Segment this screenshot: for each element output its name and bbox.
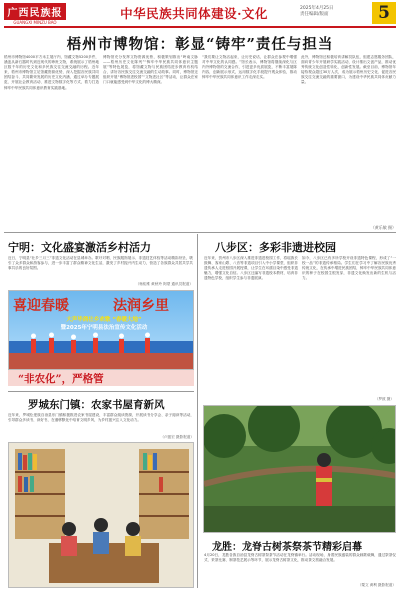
tea-festival-photo [203, 405, 396, 533]
issue-date [300, 6, 370, 18]
stage-banner-subtext: 暨2025年宁明县法治宣传文化活动 [60, 325, 148, 331]
longsheng-headline: 龙胜：龙脊古树茶祭茶节精彩启幕 [212, 542, 362, 553]
section-divider [8, 391, 194, 392]
tea-festival-illustration [204, 406, 396, 533]
ningming-body: 近日，宁明县“壮乡三月三”非遗文化活动在县城举办。歌圩对唱、民族服饰展示、非遗技艺体验等活动精彩纷呈，吸引了众多群众和游客参与，进一步丰富了群众精神文化生活，激发了乡村振兴内生动力，营造了各族群众共居共学共事共乐的良好氛围。 [8, 256, 193, 271]
masthead-logo: 广西民族报 [4, 3, 66, 20]
ningming-credit: （杨佑维 黄秋玲 阿蒙 通讯员报道） [135, 282, 193, 286]
page-number: 5 [372, 2, 396, 24]
section-title: 中华民族共同体建设·文化 [120, 6, 268, 21]
lead-column: 博物馆充分发挥文物资源优势，积极策划推出“岭南文脉——梧州历史文化陈列”“铸牢中华民族共同体意识主题展”等特色展览，将馆藏文物与民族团结进步教育有机结合，讲好各民族交往交流交融的生动故事。同时，博物馆还组织开展“博物馆进校园”“文物进社区”等活动，让群众在家门口就能感受到中华文化的博大精深。 [103, 55, 198, 85]
lead-byline: （黄乐敏 摄） [370, 225, 396, 230]
ningming-stage-photo [8, 290, 194, 370]
babu-credit: （罗波 摄） [374, 397, 394, 401]
editor-line: 责任编辑/版面 [300, 12, 329, 17]
luocheng-body: 近年来，罗城仫佬族自治县东门镇积极推进农家书屋建设，丰富群众阅读资源，开展读书分享会、亲子阅读等活动，引导群众多读书、读好书，在潜移默化中培育文明乡风，为乡村振兴注入文化动力。 [8, 413, 194, 423]
ningming-headline: 宁明：文化盛宴激活乡村活力 [8, 241, 151, 254]
longsheng-body: 4月20日，龙胜各族自治县龙脊古树茶祭茶节活动在龙脊镇举行。活动现场，身着民族盛装的群众载歌载舞，通过祭茶仪式、采茶比赛、制茶技艺展示等环节，展示龙脊古树茶文化，推动茶文旅融合发展。 [204, 553, 396, 563]
lead-column: 此外，博物馆还积极培育讲解员队伍，组建志愿服务团队，面向青少年开展研学实践活动，设计推出文创产品，推动优秀传统文化创造性转化、创新性发展。截至目前，博物馆年接待观众超过30万人次，成为展示梧州历史文化、促进各民族交往交流交融的重要窗口，为建设中华民族共同体贡献力量。 [301, 55, 396, 85]
masthead-subtitle: GUANGXI MINZU BAO [13, 20, 57, 25]
lead-headline: 梧州市博物馆：彰显“铸牢”责任与担当 [66, 36, 334, 53]
reading-room-photo [8, 442, 194, 588]
babu-column: 如今，八步区已有多所学校开设非遗特色课程，形成了“一校一品”的非遗传承格局。学生们在学习中了解各民族优秀传统文化，在传承中增进民族团结，铸牢中华民族共同体意识的种子在校园生根发芽，非遗文化焕发出新的生机与活力。 [302, 256, 396, 281]
lead-body [4, 55, 396, 225]
reading-room-illustration [9, 443, 194, 588]
header-rule [4, 26, 396, 28]
longsheng-credit: （粟文 黄利 摄影报道） [357, 583, 396, 587]
section-divider [4, 232, 396, 233]
date-line: 2025年4月25日 [300, 6, 334, 11]
babu-body [204, 256, 396, 396]
column-divider [197, 234, 198, 588]
babu-headline: 八步区：多彩非遗进校园 [215, 241, 336, 254]
lead-column: “我们要让文物活起来，让历史说话，让群众在参观中增强对中华文化的认同感。”馆长表示，博物馆将继续深化与区内外博物馆的交流合作，引进更多优质展览，不断丰富展陈内容，创新展示形式，运用数字化手段提升观众体验，推动铸牢中华民族共同体意识工作走深走实。 [202, 55, 297, 80]
lead-column: 梧州市博物馆4000平方米主展厅内，馆藏文物5200多件，涵盖从新石器时代到近现代的珍贵文物，系统展示了梧州地区数千年的历史文化和多民族交往交流交融的历程。近年来，梧州市博物馆立足馆藏资源优势，深入挖掘各民族共同团结奋斗、共同繁荣发展的历史文化内涵，通过举办专题展览、开展社会教育活动、推进文物数字化等方式，着力打造铸牢中华民族共同体意识教育实践基地。 [4, 55, 99, 90]
stage-banner-text: 大声毕鸽壮乡欢歌 “春暖大地” [66, 317, 142, 323]
luocheng-credit: （卢振宏 摄影报道） [160, 435, 194, 439]
luocheng-headline: 罗城东门镇：农家书屋育新风 [28, 399, 165, 411]
banner-line-2: 法润乡里 [113, 298, 169, 314]
babu-column: 近年来，贺州市八步区深入推进非遗进校园工作，将瑶族长鼓舞、客家山歌、八音等非遗项目引入中小学课堂，组织非遗传承人走进校园开展授课，让学生在耳濡目染中感受非遗魅力，增强文化自信。八步区还编写非遗校本教材，培育非遗特色学校，组织学生参与非遗展演。 [204, 256, 298, 281]
banner-line-1: 喜迎春暖 [13, 298, 69, 314]
slogan-banner: “非农化”，严格管 [8, 370, 194, 386]
